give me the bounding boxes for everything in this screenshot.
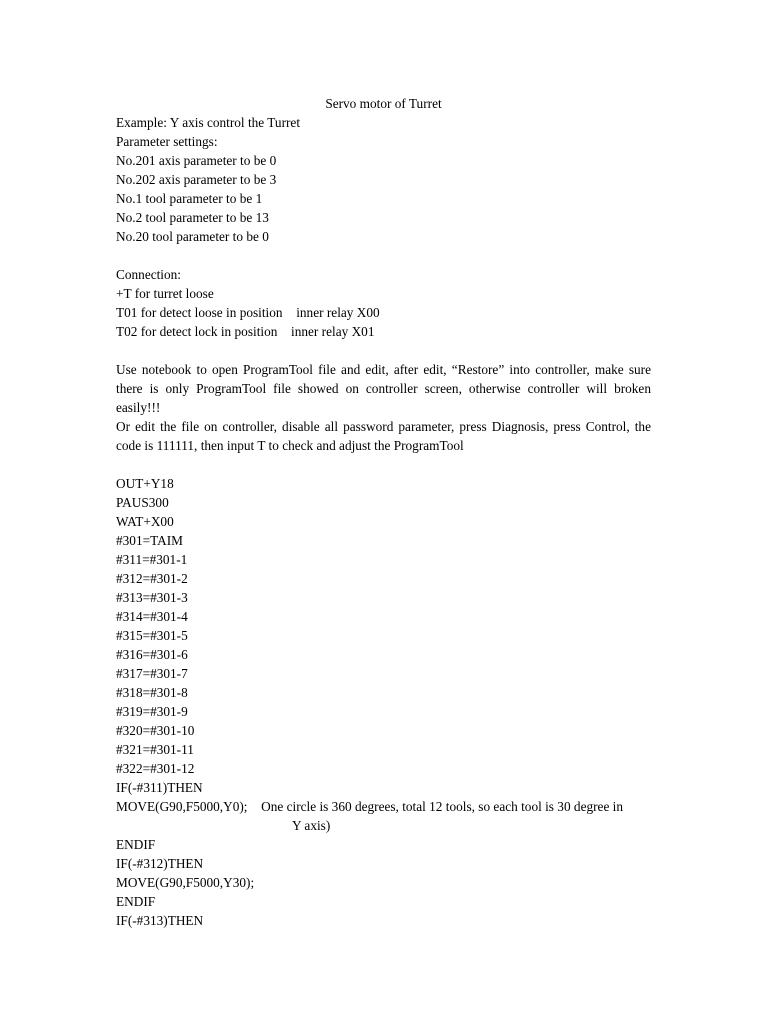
code-line: ENDIF — [116, 894, 156, 909]
code-line: WAT+X00 — [116, 514, 174, 529]
code-line: #317=#301-7 — [116, 666, 188, 681]
code-line: #319=#301-9 — [116, 704, 188, 719]
text-line: No.20 tool parameter to be 0 — [116, 229, 269, 244]
code-line: MOVE(G90,F5000,Y0);  One circle is 360 degrees, total 12 tools, so each tool is 30 degree in — [116, 799, 624, 814]
code-line: #311=#301-1 — [116, 552, 188, 567]
text-line: No.201 axis parameter to be 0 — [116, 153, 277, 168]
text-line: T01 for detect loose in position  inner relay X00  — [116, 305, 391, 320]
code-line: #318=#301-8 — [116, 685, 188, 700]
text-line: No.2 tool parameter to be 13 — [116, 210, 269, 225]
code-line: #315=#301-5 — [116, 628, 188, 643]
text-line: No.202 axis parameter to be 3 — [116, 172, 277, 187]
text-line: Example: Y axis control the Turret — [116, 115, 301, 130]
code-line: #313=#301-3 — [116, 590, 188, 605]
code-line: IF(-#312)THEN — [116, 856, 204, 871]
blank-line — [116, 341, 651, 360]
blank-line — [116, 455, 651, 474]
code-line: IF(-#311)THEN — [116, 780, 203, 795]
text-line: No.1 tool parameter to be 1 — [116, 191, 263, 206]
text-line: T02 for detect lock in position  inner relay X01  — [116, 324, 385, 339]
text-line: Parameter settings: — [116, 134, 218, 149]
code-line: MOVE(G90,F5000,Y30); — [116, 875, 255, 890]
code-line: ENDIF — [116, 837, 156, 852]
code-line: #322=#301-12 — [116, 761, 195, 776]
code-section — [116, 474, 651, 930]
code-line: PAUS300 — [116, 495, 169, 510]
code-line: OUT+Y18 — [116, 476, 174, 491]
document-page — [116, 94, 651, 930]
instructions-section — [116, 360, 651, 455]
blank-line — [116, 246, 651, 265]
instruction-paragraph: Use notebook to open ProgramTool file and edit, after edit, “Restore” into controller, make sure there is only ProgramTool file showed on controller screen, otherwise controller will broken easily!!! — [116, 362, 651, 415]
code-line-continuation: Y axis) — [292, 818, 331, 833]
text-line: +T for turret loose — [116, 286, 214, 301]
parameter-section — [116, 113, 651, 246]
code-line: #321=#301-11 — [116, 742, 194, 757]
code-line: #312=#301-2 — [116, 571, 188, 586]
instruction-paragraph: Or edit the file on controller, disable all password parameter, press Diagnosis, press Control, the code is 111111, then input T to check and adjust the ProgramTool — [116, 419, 651, 453]
text-line: Connection: — [116, 267, 181, 282]
code-line: #316=#301-6 — [116, 647, 188, 662]
code-line: #314=#301-4 — [116, 609, 188, 624]
document-title: Servo motor of Turret — [325, 96, 442, 111]
code-line: #301=TAIM — [116, 533, 184, 548]
code-line: IF(-#313)THEN — [116, 913, 204, 928]
connection-section — [116, 265, 651, 341]
code-line: #320=#301-10 — [116, 723, 195, 738]
